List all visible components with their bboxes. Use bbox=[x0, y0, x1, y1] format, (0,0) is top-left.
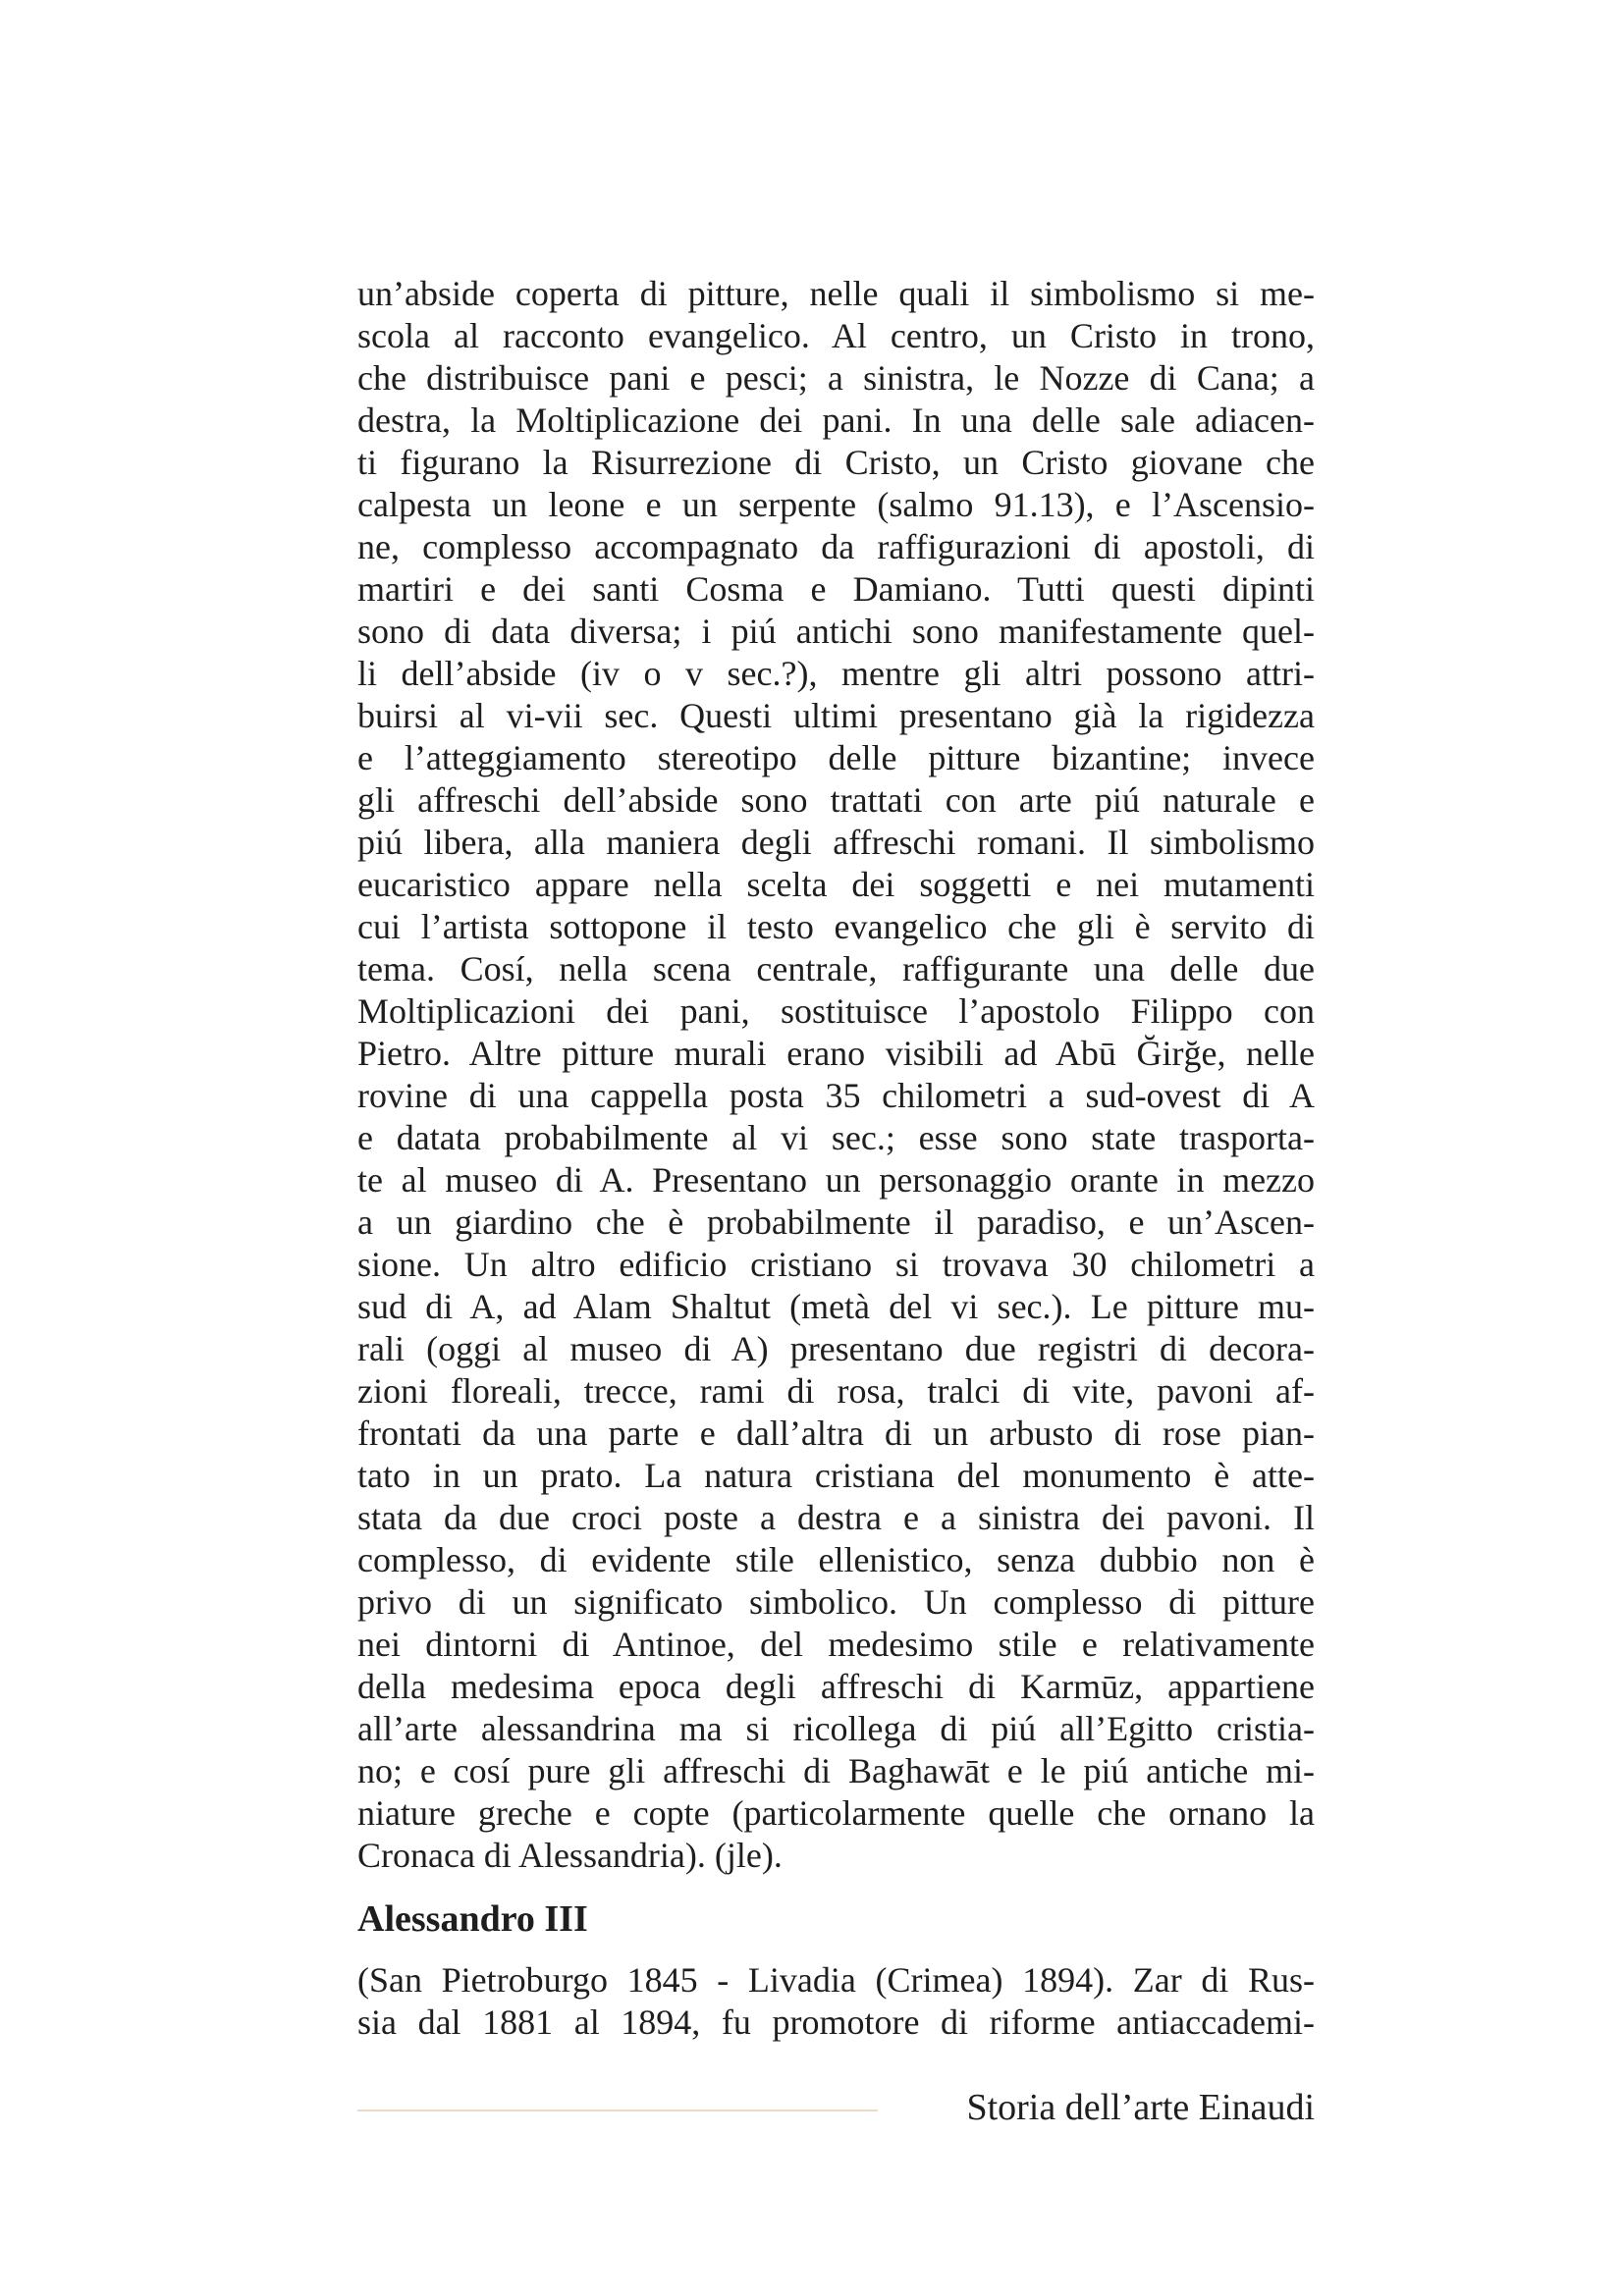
text-line: niature greche e copte (particolarmente quelle che ornano la bbox=[357, 1793, 1315, 1833]
text-line: buirsi al vi-vii sec. Questi ultimi presentano già la rigidezza bbox=[357, 696, 1315, 735]
text-line: complesso, di evidente stile ellenistico, senza dubbio non è bbox=[357, 1540, 1315, 1579]
text-line: gli affreschi dell’abside sono trattati con arte piú naturale e bbox=[357, 780, 1315, 820]
text-line: tato in un prato. La natura cristiana del monumento è atte- bbox=[357, 1456, 1315, 1495]
entry-text bbox=[357, 1959, 1315, 2044]
text-line: nei dintorni di Antinoe, del medesimo stile e relativamente bbox=[357, 1625, 1315, 1664]
text-line: all’arte alessandrina ma si ricollega di piú all’Egitto cristia- bbox=[357, 1709, 1315, 1748]
text-line: Moltiplicazioni dei pani, sostituisce l’apostolo Filippo con bbox=[357, 991, 1315, 1031]
text-line: ti figurano la Risurrezione di Cristo, un Cristo giovane che bbox=[357, 443, 1315, 482]
text-line: che distribuisce pani e pesci; a sinistra, le Nozze di Cana; a bbox=[357, 358, 1315, 398]
text-line: rali (oggi al museo di A) presentano due registri di decora- bbox=[357, 1329, 1315, 1368]
text-line: li dell’abside (iv o v sec.?), mentre gli altri possono attri- bbox=[357, 654, 1315, 693]
text-line: tema. Cosí, nella scena centrale, raffigurante una delle due bbox=[357, 949, 1315, 988]
text-line: ne, complesso accompagnato da raffigurazioni di apostoli, di bbox=[357, 527, 1315, 566]
footer-rule bbox=[357, 2109, 878, 2111]
text-line: sione. Un altro edificio cristiano si trovava 30 chilometri a bbox=[357, 1245, 1315, 1284]
text-line: calpesta un leone e un serpente (salmo 91.13), e l’Ascensio- bbox=[357, 485, 1315, 524]
text-line: te al museo di A. Presentano un personaggio orante in mezzo bbox=[357, 1160, 1315, 1200]
text-line: sia dal 1881 al 1894, fu promotore di riforme antiaccademi- bbox=[357, 2002, 1315, 2042]
text-line: sono di data diversa; i piú antichi sono manifestamente quel- bbox=[357, 612, 1315, 651]
text-line: Cronaca di Alessandria). (jle). bbox=[357, 1836, 783, 1875]
text-line: (San Pietroburgo 1845 - Livadia (Crimea) 1894). Zar di Rus- bbox=[357, 1960, 1315, 2000]
text-line: a un giardino che è probabilmente il paradiso, e un’Ascen- bbox=[357, 1202, 1315, 1242]
text-line: destra, la Moltiplicazione dei pani. In una delle sale adiacen- bbox=[357, 400, 1315, 440]
text-line: cui l’artista sottopone il testo evangelico che gli è servito di bbox=[357, 907, 1315, 946]
text-line: zioni floreali, trecce, rami di rosa, tralci di vite, pavoni af- bbox=[357, 1371, 1315, 1411]
text-line: Pietro. Altre pitture murali erano visibili ad Abū Ğirğe, nelle bbox=[357, 1034, 1315, 1073]
entry-heading: Alessandro III bbox=[357, 1898, 588, 1940]
body-text bbox=[357, 273, 1315, 1877]
text-line: scola al racconto evangelico. Al centro, un Cristo in trono, bbox=[357, 316, 1315, 355]
footer-title: Storia dell’arte Einaudi bbox=[966, 2087, 1315, 2128]
text-line: frontati da una parte e dall’altra di un arbusto di rose pian- bbox=[357, 1414, 1315, 1453]
text-line: e datata probabilmente al vi sec.; esse sono state trasporta- bbox=[357, 1118, 1315, 1157]
text-line: eucaristico appare nella scelta dei soggetti e nei mutamenti bbox=[357, 865, 1315, 904]
text-line: rovine di una cappella posta 35 chilometri a sud-ovest di A bbox=[357, 1076, 1315, 1115]
text-line: sud di A, ad Alam Shaltut (metà del vi sec.). Le pitture mu- bbox=[357, 1287, 1315, 1326]
text-line: stata da due croci poste a destra e a sinistra dei pavoni. Il bbox=[357, 1498, 1315, 1537]
text-line: privo di un significato simbolico. Un complesso di pitture bbox=[357, 1582, 1315, 1622]
text-line: no; e cosí pure gli affreschi di Baghawāt e le piú antiche mi- bbox=[357, 1751, 1315, 1790]
text-line: un’abside coperta di pitture, nelle quali il simbolismo si me- bbox=[357, 274, 1315, 313]
text-line: della medesima epoca degli affreschi di Karmūz, appartiene bbox=[357, 1667, 1315, 1706]
text-line: e l’atteggiamento stereotipo delle pitture bizantine; invece bbox=[357, 738, 1315, 777]
text-line: piú libera, alla maniera degli affreschi romani. Il simbolismo bbox=[357, 823, 1315, 862]
text-line: martiri e dei santi Cosma e Damiano. Tutti questi dipinti bbox=[357, 569, 1315, 609]
